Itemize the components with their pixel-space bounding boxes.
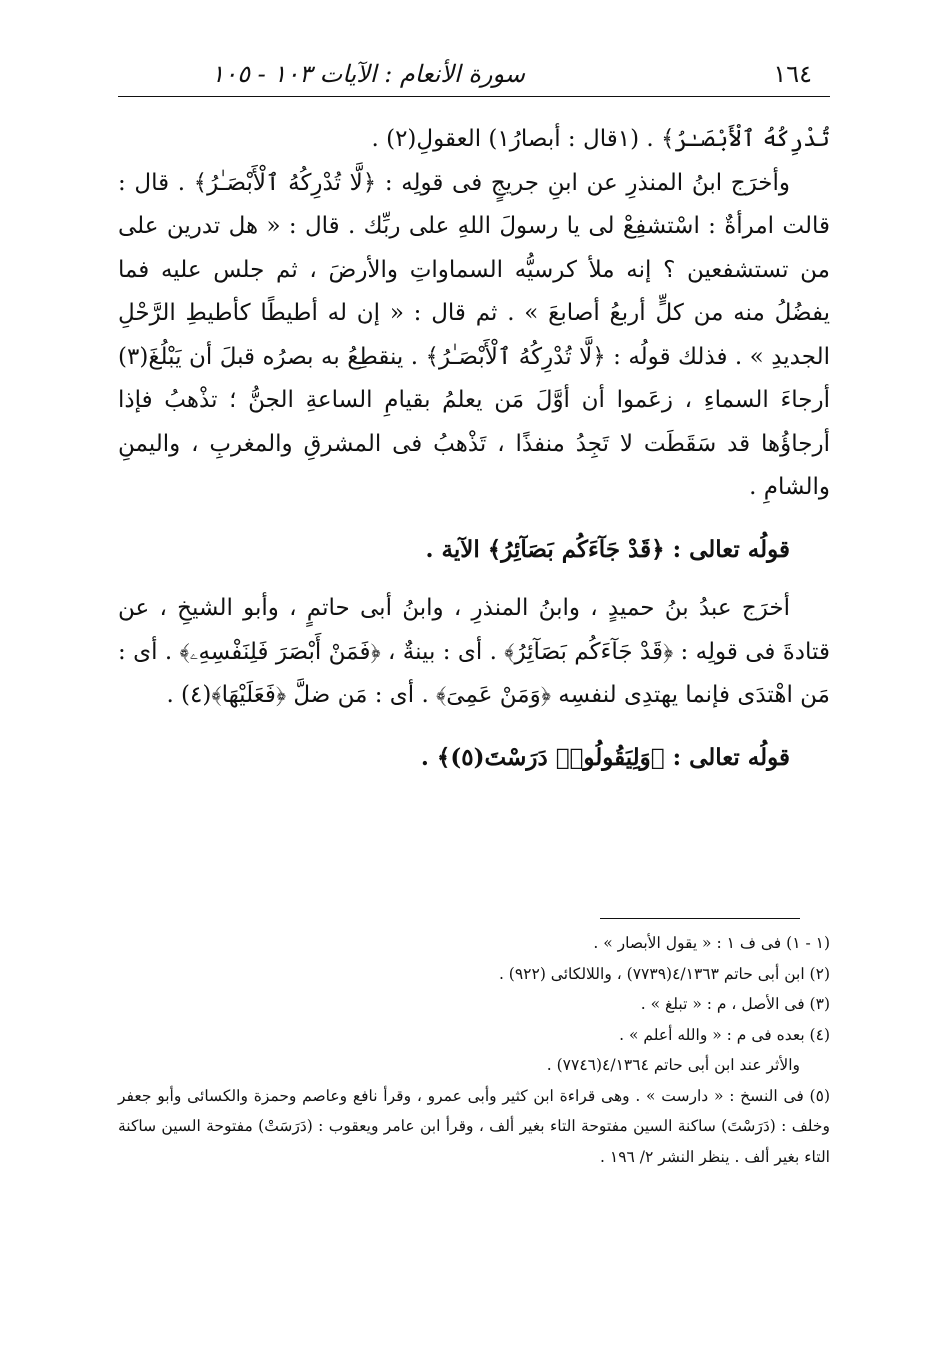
- page-header: [118, 52, 830, 97]
- footnote: والأثر عند ابن أبى حاتم ٤/١٣٦٤(٧٧٤٦) .: [546, 1056, 800, 1074]
- footnote-divider: [600, 918, 800, 919]
- footnotes: [118, 928, 830, 1172]
- main-text: [118, 118, 830, 795]
- running-title: سورة الأنعام : الآيات ١٠٣ - ١٠٥: [211, 60, 525, 88]
- page-number: ١٦٤: [773, 60, 812, 88]
- section-heading: قولُه تعالى : ﴿قَدْ جَآءَكُم بَصَآئِرُ﴾ الآية .: [425, 535, 790, 563]
- footnote: (٤) بعده فى م : « والله أعلم » .: [619, 1025, 830, 1044]
- footnote: (٢) ابن أبى حاتم ٤/١٣٦٣(٧٧٣٩) ، واللالكائى (٩٢٢) .: [498, 964, 830, 983]
- paragraph: أخرَج عبدُ بنُ حميدٍ ، وابنُ المنذرِ ، وابنُ أبى حاتمٍ ، وأبو الشيخِ ، عن قتادةَ فى قولِه : ﴿قَدْ جَآءَكُم بَصَآئِرُ﴾ . أى : بينةٌ ، ﴿فَمَنْ أَبْصَرَ فَلِنَفْسِهِۦ﴾ . أى : مَن اهْتدَى فإنما يهتدِى لنفسِه ﴿وَمَنْ عَمِىَ﴾ . أى : مَن ضلَّ ﴿فَعَلَيْهَا﴾(٤) .: [118, 595, 830, 708]
- footnote: (٥) فى النسخ : « دارست » . وهى قراءة ابن كثير وأبى عمرو ، وقرأ نافع وعاصم وحمزة والكسائى وأبو جعفر وخلف : (دَرَسْتَ) ساكنة السين مفتوحة التاء بغير ألف ، وقرأ ابن عامر ويعقوب : (دَرَسَتْ) مفتوحة السين ساكنة التاء بغير ألف . ينظر النشر ٢/ ١٩٦ .: [118, 1086, 830, 1166]
- section-heading: قولُه تعالى : ﴿وَلِيَقُولُوا۟ دَرَسْتَ(٥)﴾ .: [420, 743, 790, 771]
- footnote: (٣) فى الأصل ، م : « تبلغ » .: [640, 995, 830, 1013]
- footnote: (١ - ١) فى ف ١ : « يقول الأبصار » .: [593, 934, 830, 952]
- paragraph: تُدْرِكُهُ ٱلْأَبْصَـٰرُ﴾ . (١قال : أبصارُ١) العقولِ(٢) .: [371, 126, 830, 152]
- paragraph: وأخرَج ابنُ المنذرِ عن ابنِ جريجٍ فى قولِه : ﴿لَّا تُدْرِكُهُ ٱلْأَبْصَـٰرُ﴾ . قال : قالت امرأةٌ : اسْتشفِعْ لى يا رسولَ اللهِ على ربِّك . قال : « هل تدرين على من تستشفعين ؟ إنه ملأ كرسيُّه السماواتِ والأرضَ ، ثم جلس عليه فما يفضُلُ منه من كلٍّ أربعُ أصابعَ » . ثم قال : « إن له أطيطًا كأطيطِ الرَّحْلِ الجديدِ » . فذلك قولُه : ﴿لَّا تُدْرِكُهُ ٱلْأَبْصَـٰرُ﴾ . ينقطِعُ به بصرُه قبلَ أن يَبْلُغَ(٣) أرجاءَ السماءِ ، زعَموا أن أوَّلَ مَن يعلمُ بقيامِ الساعةِ الجنُّ ؛ تذْهبُ فإذا أرجاؤُها قد سَقَطَت لا تَجِدُ منفذًا ، تَذْهبُ فى المشرقِ والمغربِ ، واليمنِ والشامِ .: [118, 169, 830, 500]
